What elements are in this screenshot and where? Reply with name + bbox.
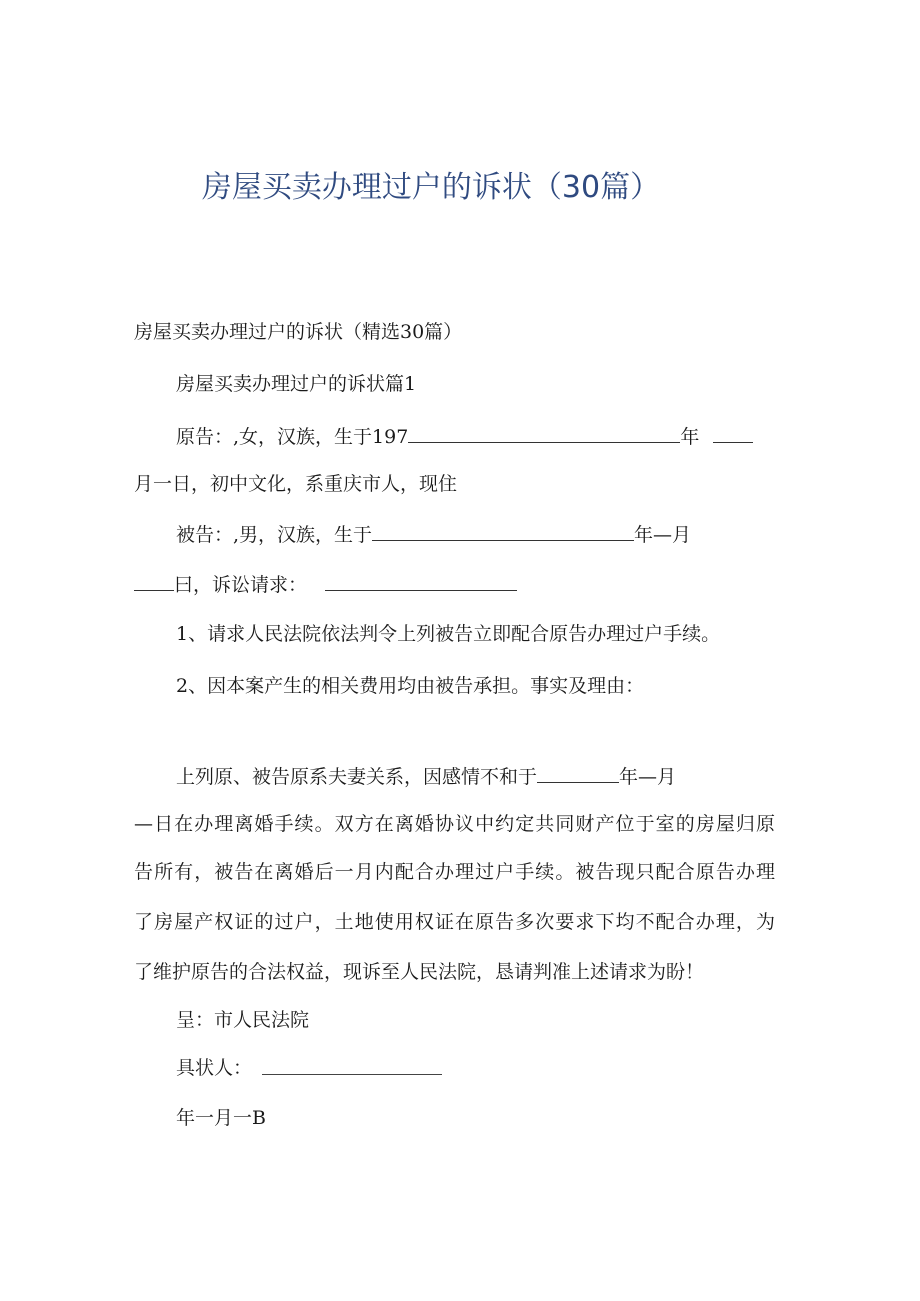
facts-line-2: —日在办理离婚手续。双方在离婚协议中约定共同财产位于室的房屋归原 bbox=[134, 813, 775, 835]
defendant-day-blank bbox=[134, 572, 174, 591]
facts-line-5: 了维护原告的合法权益，现诉至人民法院，恳请判准上述请求为盼！ bbox=[134, 961, 705, 983]
defendant-birth-blank bbox=[372, 522, 634, 541]
plaintiff-line-2: 月一日，初中文化，系重庆市人，现住 bbox=[134, 473, 458, 495]
birth-year-blank bbox=[408, 424, 680, 443]
claims-blank bbox=[325, 572, 517, 591]
request-item-1: 1、请求人民法院依法判令上列被告立即配合原告办理过户手续。 bbox=[176, 623, 721, 645]
facts-line-1 bbox=[176, 764, 676, 789]
claims-label: 曰，诉讼请求： bbox=[174, 574, 308, 596]
facts-line-3: 告所有，被告在离婚后一月内配合办理过户手续。被告现只配合原告办理 bbox=[134, 861, 775, 883]
defendant-line bbox=[176, 522, 691, 547]
signer-label: 具状人： bbox=[176, 1057, 253, 1079]
signer-blank bbox=[262, 1074, 442, 1075]
document-subtitle: 房屋买卖办理过户的诉状（精选30篇） bbox=[134, 321, 463, 343]
divorce-year-blank bbox=[537, 764, 619, 783]
defendant-suffix: 年—月 bbox=[634, 524, 692, 546]
birth-month-blank bbox=[713, 424, 753, 443]
facts-line-1-suffix: 年—月 bbox=[619, 766, 677, 788]
section-heading: 房屋买卖办理过户的诉状篇1 bbox=[176, 373, 417, 395]
date-line: 年一月一B bbox=[176, 1107, 266, 1129]
facts-line-1-prefix: 上列原、被告原系夫妻关系，因感情不和于 bbox=[176, 766, 538, 788]
defendant-prefix: 被告：,男，汉族，生于 bbox=[176, 524, 373, 546]
plaintiff-year-label: 年 bbox=[680, 426, 700, 448]
facts-line-4: 了房屋产权证的过户，土地使用权证在原告多次要求下均不配合办理，为 bbox=[134, 911, 775, 933]
court-addressee: 呈：市人民法院 bbox=[176, 1009, 310, 1031]
request-item-2: 2、因本案产生的相关费用均由被告承担。事实及理由： bbox=[176, 675, 645, 697]
plaintiff-prefix: 原告：,女，汉族，生于197 bbox=[176, 426, 409, 448]
plaintiff-line bbox=[176, 424, 753, 449]
page-title: 房屋买卖办理过户的诉状（30篇） bbox=[201, 170, 661, 205]
defendant-line-2 bbox=[134, 572, 517, 597]
